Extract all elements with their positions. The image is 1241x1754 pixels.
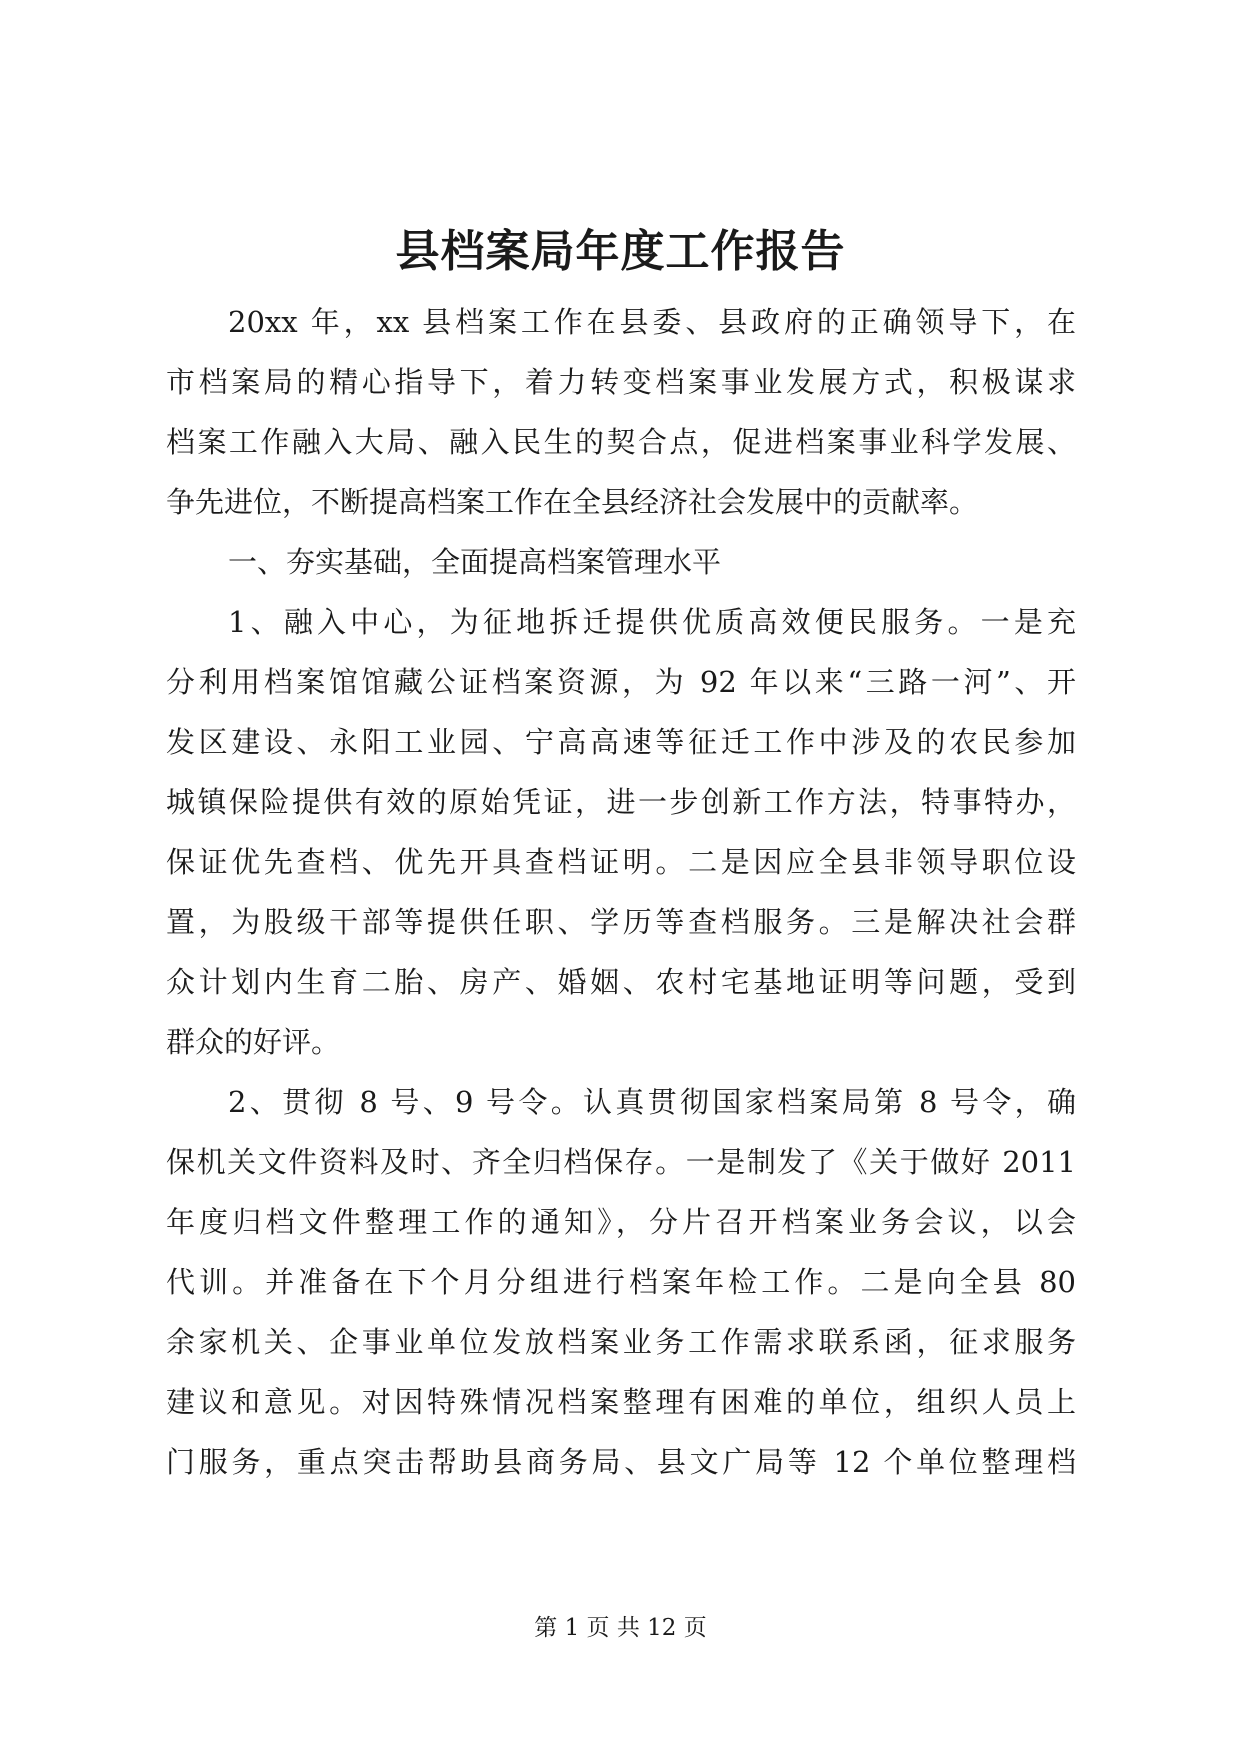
document-title: 县档案局年度工作报告	[395, 226, 846, 277]
text-line: 保证优先查档、优先开具查档证明。二是因应全县非领导职位设	[166, 845, 1076, 879]
text-line: 市档案局的精心指导下，着力转变档案事业发展方式，积极谋求	[166, 365, 1076, 399]
text-line: 代训。并准备在下个月分组进行档案年检工作。二是向全县 80	[166, 1265, 1076, 1299]
text-line: 城镇保险提供有效的原始凭证，进一步创新工作方法，特事特办，	[166, 785, 1076, 819]
text-line: 众计划内生育二胎、房产、婚姻、农村宅基地证明等问题，受到	[166, 965, 1076, 999]
text-line: 1、融入中心，为征地拆迁提供优质高效便民服务。一是充	[228, 605, 1076, 639]
text-line: 2、贯彻 8 号、9 号令。认真贯彻国家档案局第 8 号令，确	[228, 1085, 1076, 1119]
page-number-footer: 第 1 页 共 12 页	[534, 1615, 707, 1641]
text-line: 发区建设、永阳工业园、宁高高速等征迁工作中涉及的农民参加	[166, 725, 1076, 759]
text-line: 一、夯实基础，全面提高档案管理水平	[228, 545, 722, 579]
text-line: 年度归档文件整理工作的通知》，分片召开档案业务会议，以会	[166, 1205, 1076, 1239]
text-line: 保机关文件资料及时、齐全归档保存。一是制发了《关于做好 2011	[166, 1145, 1076, 1179]
text-line: 建议和意见。对因特殊情况档案整理有困难的单位，组织人员上	[166, 1385, 1076, 1419]
text-line: 20xx 年，xx 县档案工作在县委、县政府的正确领导下，在	[228, 305, 1076, 339]
text-line: 档案工作融入大局、融入民生的契合点，促进档案事业科学发展、	[166, 425, 1076, 459]
text-line: 门服务，重点突击帮助县商务局、县文广局等 12 个单位整理档	[166, 1445, 1076, 1479]
text-line: 分利用档案馆馆藏公证档案资源，为 92 年以来“三路一河”、开	[166, 665, 1076, 699]
text-line: 群众的好评。	[166, 1025, 341, 1059]
text-line: 争先进位，不断提高档案工作在全县经济社会发展中的贡献率。	[166, 485, 979, 519]
text-line: 置，为股级干部等提供任职、学历等查档服务。三是解决社会群	[166, 905, 1076, 939]
text-line: 余家机关、企事业单位发放档案业务工作需求联系函，征求服务	[166, 1325, 1076, 1359]
document-body	[166, 292, 1076, 1492]
